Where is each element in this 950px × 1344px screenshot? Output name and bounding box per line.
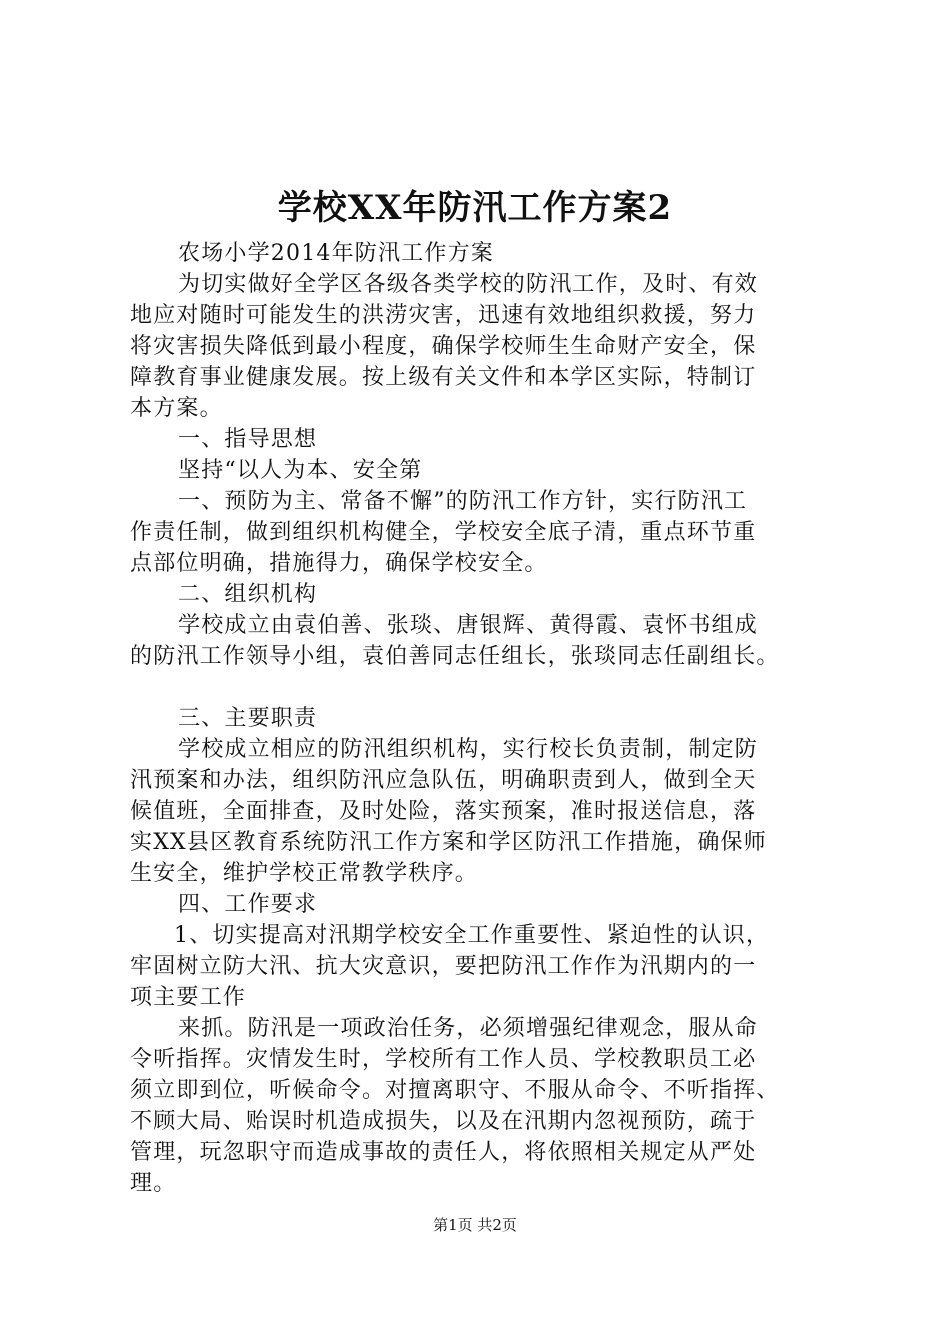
text-line: 来抓。防汛是一项政治任务，必须增强纪律观念，服从命: [178, 1016, 759, 1041]
text-line: 坚持“以人为本、安全第: [178, 458, 423, 483]
text-line: 汛预案和办法，组织防汛应急队伍，明确职责到人，做到全天: [130, 768, 757, 793]
text-line: 作责任制，做到组织机构健全，学校安全底子清，重点环节重: [130, 520, 757, 545]
page-footer: 第1页 共2页: [433, 1216, 517, 1234]
text-line: 生安全，维护学校正常教学秩序。: [130, 861, 479, 886]
text-line: 管理，玩忽职守而造成事故的责任人，将依照相关规定从严处: [130, 1140, 757, 1165]
text-line: 牢固树立防大汛、抗大灾意识，要把防汛工作作为汛期内的一: [130, 954, 757, 979]
text-line: 将灾害损失降低到最小程度，确保学校师生生命财产安全，保: [130, 334, 757, 359]
text-line: 一、预防为主、常备不懈”的防汛工作方针，实行防汛工: [178, 489, 748, 514]
text-line: 的防汛工作领导小组，袁伯善同志任组长，张琰同志任副组长。: [130, 644, 780, 669]
text-line: 1、切实提高对汛期学校安全工作重要性、紧迫性的认识，: [174, 923, 770, 948]
section-heading: 四、工作要求: [178, 892, 318, 917]
section-heading: 三、主要职责: [178, 706, 318, 731]
document-title: 学校XX年防汛工作方案2: [277, 188, 673, 228]
document-body: [130, 238, 835, 1199]
text-line: 实XX县区教育系统防汛工作方案和学区防汛工作措施，确保师: [130, 830, 767, 855]
section-heading: 二、组织机构: [178, 582, 318, 607]
text-line: 不顾大局、贻误时机造成损失，以及在汛期内忽视预防，疏于: [130, 1109, 757, 1134]
text-line: 须立即到位，听候命令。对擅离职守、不服从命令、不听指挥、: [130, 1078, 780, 1103]
text-line: 令听指挥。灾情发生时，学校所有工作人员、学校教职员工必: [130, 1047, 757, 1072]
text-line: 候值班，全面排查，及时处险，落实预案，准时报送信息，落: [130, 799, 757, 824]
text-line: 农场小学2014年防汛工作方案: [178, 241, 494, 266]
text-line: 本方案。: [130, 396, 223, 421]
section-heading: 一、指导思想: [178, 427, 318, 452]
text-line: 为切实做好全学区各级各类学校的防汛工作，及时、有效: [178, 272, 759, 297]
text-line: 学校成立相应的防汛组织机构，实行校长负责制，制定防: [178, 737, 759, 762]
blank-line: [130, 672, 835, 703]
text-line: 点部位明确，措施得力，确保学校安全。: [130, 551, 548, 576]
text-line: 项主要工作: [130, 985, 247, 1010]
text-line: 学校成立由袁伯善、张琰、唐银辉、黄得霞、袁怀书组成: [178, 613, 759, 638]
text-line: 理。: [130, 1171, 177, 1196]
text-line: 地应对随时可能发生的洪涝灾害，迅速有效地组织救援，努力: [130, 303, 757, 328]
text-line: 障教育事业健康发展。按上级有关文件和本学区实际，特制订: [130, 365, 757, 390]
